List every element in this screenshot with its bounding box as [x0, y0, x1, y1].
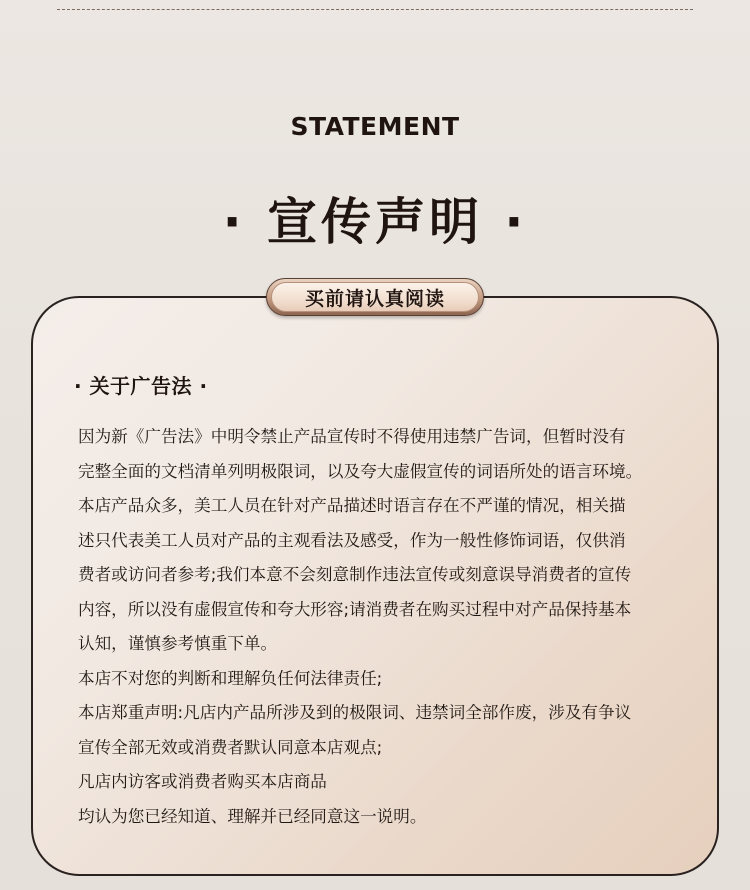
read-before-buy-badge [266, 278, 484, 316]
page-title: · 宣传声明 · [222, 193, 528, 251]
top-dashed-divider [57, 9, 693, 10]
body-line: 费者或访问者参考;我们本意不会刻意制作违法宣传或刻意误导消费者的宣传 [78, 565, 632, 584]
body-line: 认知，谨慎参考慎重下单。 [78, 634, 278, 653]
body-line: 内容，所以没有虚假宣传和夸大形容;请消费者在购买过程中对产品保持基本 [78, 599, 632, 619]
badge-label: 买前请认真阅读 [304, 287, 445, 310]
section-heading: · 关于广告法 · [74, 374, 208, 398]
body-line: 凡店内访客或消费者购买本店商品 [78, 772, 327, 791]
statement-body [78, 420, 693, 834]
body-line: 本店产品众多，美工人员在针对产品描述时语言存在不严谨的情况，相关描 [78, 496, 626, 515]
body-line: 本店郑重声明:凡店内产品所涉及到的极限词、违禁词全部作废，涉及有争议 [78, 703, 632, 722]
body-line: 均认为您已经知道、理解并已经同意这一说明。 [78, 806, 427, 826]
statement-heading: STATEMENT [290, 112, 460, 141]
body-line: 完整全面的文档清单列明极限词，以及夸大虚假宣传的词语所处的语言环境。 [78, 461, 643, 481]
body-line: 因为新《广告法》中明令禁止产品宣传时不得使用违禁广告词，但暂时没有 [78, 427, 626, 446]
body-line: 宣传全部无效或消费者默认同意本店观点; [78, 737, 383, 757]
badge-inner [271, 282, 479, 312]
body-line: 述只代表美工人员对产品的主观看法及感受，作为一般性修饰词语，仅供消 [78, 530, 626, 550]
body-line: 本店不对您的判断和理解负任何法律责任; [78, 668, 383, 688]
